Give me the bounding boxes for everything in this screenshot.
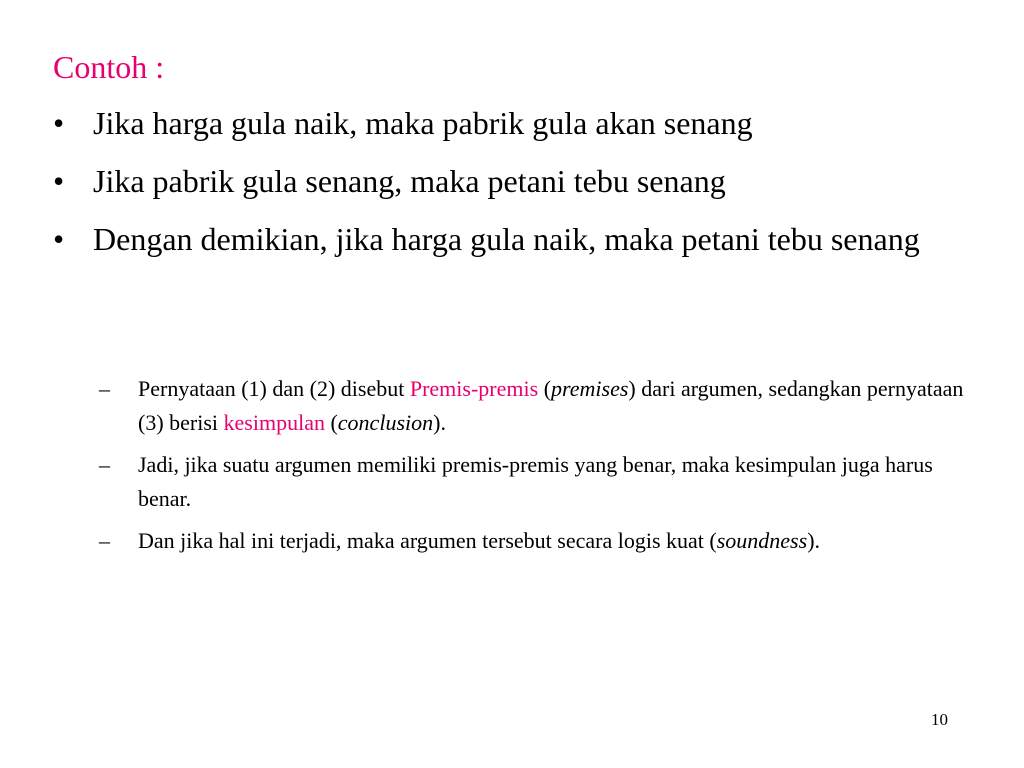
sub-bullet-marker: – xyxy=(99,452,110,477)
text-segment: ). xyxy=(433,410,446,435)
slide-heading: Contoh : xyxy=(53,49,165,85)
text-segment: Jadi, jika suatu argumen memiliki premis-premis yang benar, maka kesimpulan juga harus benar. xyxy=(138,452,933,511)
bullet-text: Dengan demikian, jika harga gula naik, maka petani tebu senang xyxy=(93,221,920,257)
bullet-item xyxy=(53,159,953,203)
bullet-text: Jika harga gula naik, maka pabrik gula akan senang xyxy=(93,105,753,141)
sub-bullet-item xyxy=(99,372,969,440)
bullet-list xyxy=(53,101,953,275)
sub-bullet-marker: – xyxy=(99,376,110,401)
page-number: 10 xyxy=(931,710,948,729)
sub-bullet-item xyxy=(99,448,969,516)
text-segment: ) dari argumen, sedangkan pernyataan (3) berisi xyxy=(138,376,964,435)
sub-bullet-list xyxy=(99,372,969,566)
bullet-marker: • xyxy=(53,163,65,199)
text-segment: ( xyxy=(324,410,338,435)
premises-term: Premis-premis xyxy=(409,376,539,401)
sub-bullet-text xyxy=(138,452,933,511)
sub-bullet-text xyxy=(138,528,820,553)
sub-bullet-item xyxy=(99,524,969,558)
bullet-marker: • xyxy=(53,221,65,257)
sub-bullet-text xyxy=(138,376,963,435)
bullet-item xyxy=(53,217,953,261)
sub-bullet-marker: – xyxy=(99,528,110,553)
text-segment: Dan jika hal ini terjadi, maka argumen tersebut secara logis kuat ( xyxy=(138,528,717,553)
bullet-item xyxy=(53,101,953,145)
conclusion-english-term: conclusion xyxy=(337,410,434,435)
premises-english-term: premises xyxy=(551,376,629,401)
bullet-marker: • xyxy=(53,105,65,141)
text-segment: ). xyxy=(807,528,821,553)
text-segment: Pernyataan (1) dan (2) disebut xyxy=(138,376,410,401)
bullet-text: Jika pabrik gula senang, maka petani tebu senang xyxy=(93,163,726,199)
soundness-term: soundness xyxy=(716,528,808,553)
text-segment: ( xyxy=(538,376,552,401)
conclusion-term: kesimpulan xyxy=(223,410,325,435)
